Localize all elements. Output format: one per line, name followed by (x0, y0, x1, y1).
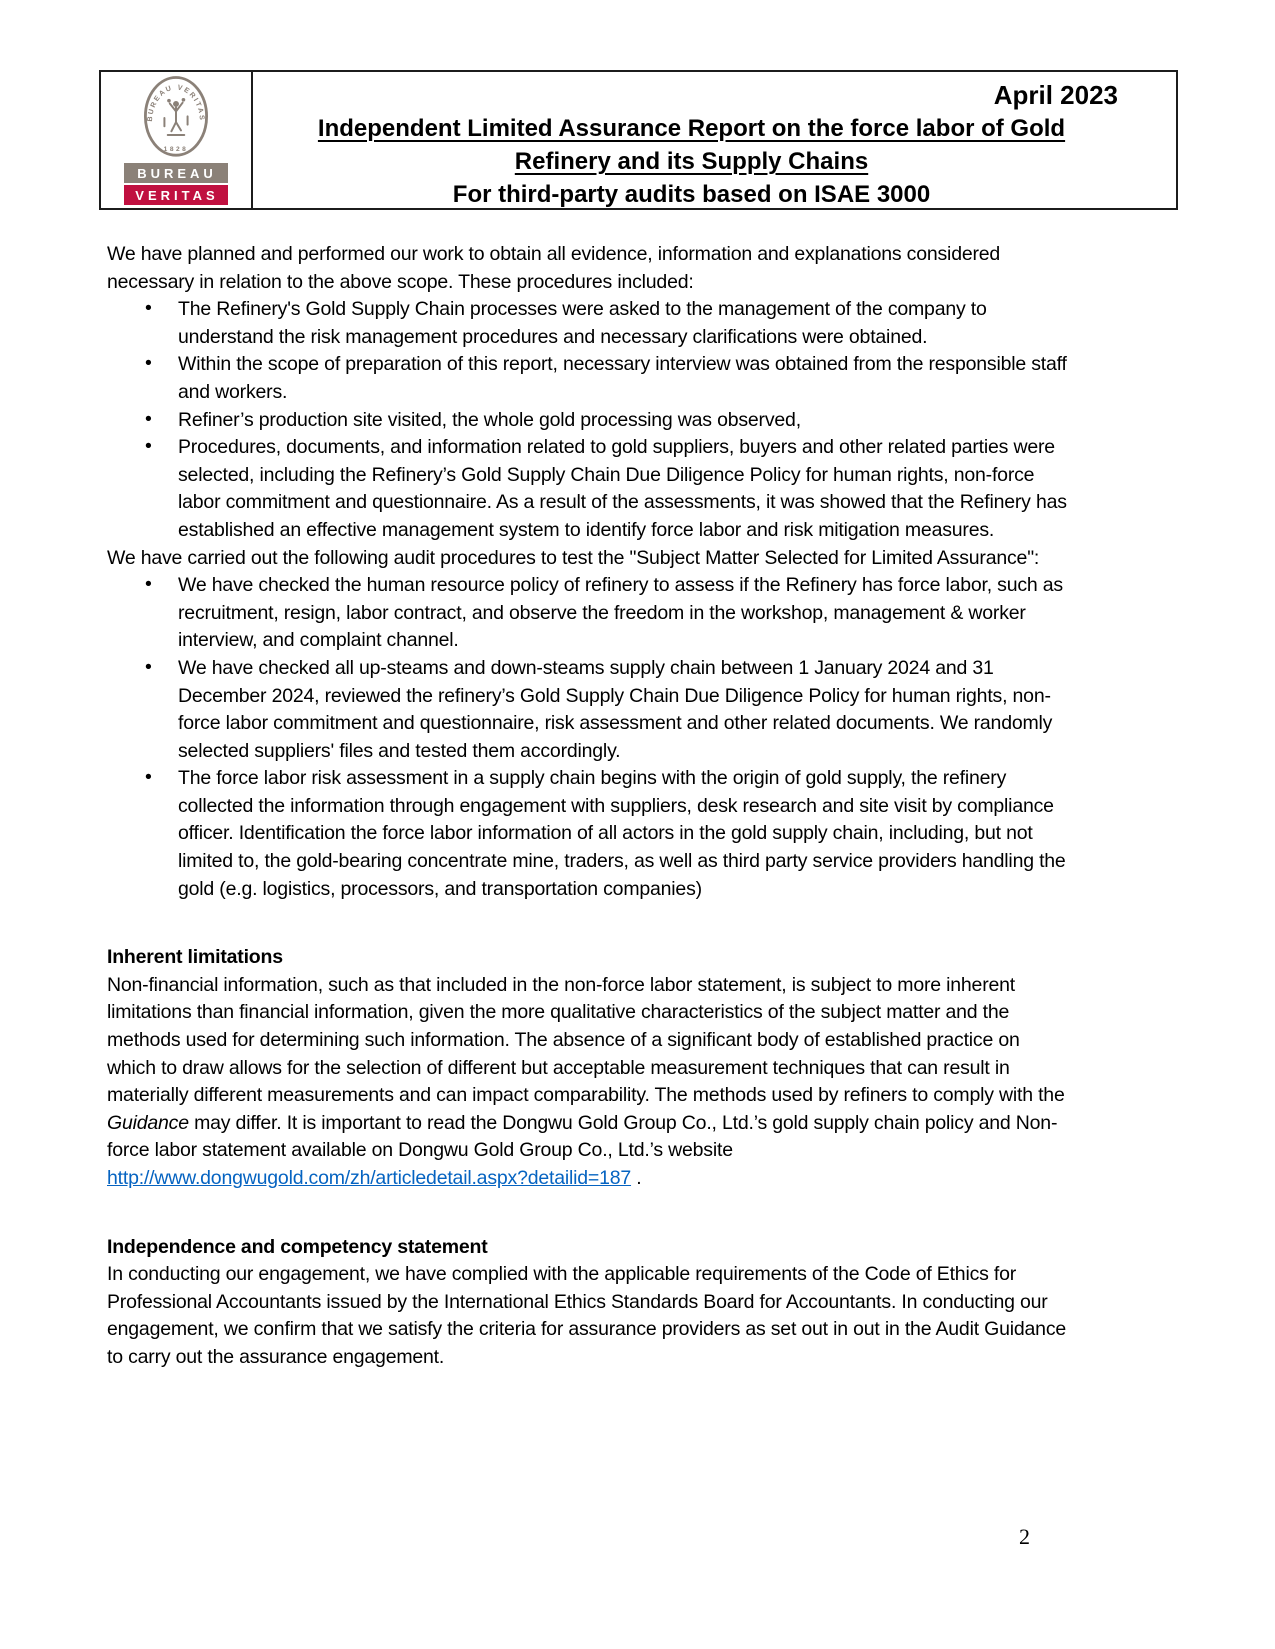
independence-heading: Independence and competency statement (107, 1235, 488, 1258)
list-item: • The Refinery's Gold Supply Chain processes were asked to the management of the company to understand the risk management procedures and necessary clarifications were obtained. (178, 296, 1073, 351)
document-body (107, 241, 1073, 1372)
bureau-veritas-emblem-icon (128, 75, 224, 161)
dongwugold-link[interactable]: http://www.dongwugold.com/zh/articledetail.aspx?detailid=187 (107, 1167, 632, 1189)
independence-paragraph: In conducting our engagement, we have complied with the applicable requirements of the Code of Ethics for Professional Accountants issued by the International Ethics Standards Board for Accountants. In conducting our engagement, we confirm that we satisfy the criteria for assurance providers as set out in out in the Audit Guidance to carry out the assurance engagement. (107, 1263, 1067, 1368)
list-item: • Procedures, documents, and information related to gold suppliers, buyers and other related parties were selected, including the Refinery’s Gold Supply Chain Due Diligence Policy for human rights, non-force labor commitment and questionnaire. As a result of the assessments, it was showed that the Refinery has established an effective management system to identify force labor and risk mitigation measures. (178, 434, 1073, 544)
report-header (99, 70, 1178, 210)
intro-paragraph: We have planned and performed our work to obtain all evidence, information and explanations considered necessary in relation to the above scope. These procedures included: (107, 243, 1001, 293)
list-item: • We have checked all up-steams and down-steams supply chain between 1 January 2024 and 31 December 2024, reviewed the refinery’s Gold Supply Chain Due Diligence Policy for human rights, non-force labor commitment and questionnaire, risk assessment and other related documents. We randomly selected suppliers' files and tested them accordingly. (178, 655, 1073, 765)
audit-procedures-list (107, 572, 1073, 903)
header-title-cell (253, 72, 1176, 208)
list-item: • Refiner’s production site visited, the whole gold processing was observed, (178, 407, 1073, 435)
inherent-text-1: Non-financial information, such as that included in the non-force labor statement, is subject to more inherent limitations than financial information, given the more qualitative characteristics of the subject matter and the methods used for determining such information. The absence of a significant body of established practice on which to draw allows for the selection of different but acceptable measurement techniques that can result in materially different measurements and can impact comparability. The methods used by refiners to comply with the (107, 973, 1065, 1107)
list-item: • Within the scope of preparation of this report, necessary interview was obtained from the responsible staff and workers. (178, 351, 1073, 406)
report-title (265, 112, 1118, 178)
report-date: April 2023 (993, 80, 1118, 110)
report-title-line2: Refinery and its Supply Chains (514, 148, 869, 175)
page-number: 2 (1019, 1524, 1030, 1549)
list-item: • We have checked the human resource policy of refinery to assess if the Refinery has force labor, such as recruitment, resign, labor contract, and observe the freedom in the workshop, management & worker interview, and complaint channel. (178, 572, 1073, 655)
procedures-list (107, 296, 1073, 544)
list-item: • The force labor risk assessment in a supply chain begins with the origin of gold supply, the refinery collected the information through engagement with suppliers, desk research and site visit by compliance officer. Identification the force labor information of all actors in the gold supply chain, including, but not limited to, the gold-bearing concentrate mine, traders, as well as third party service providers handling the gold (e.g. logistics, processors, and transportation companies) (178, 765, 1073, 903)
logo-veritas-label: VERITAS (124, 185, 228, 205)
inherent-limitations-heading: Inherent limitations (107, 946, 283, 969)
inherent-text-2: may differ. It is important to read the Dongwu Gold Group Co., Ltd.’s gold supply chain policy and Non-force labor statement available on Dongwu Gold Group Co., Ltd.’s website (107, 1111, 1058, 1162)
logo-bureau-label: BUREAU (124, 163, 228, 183)
guidance-italic: Guidance (107, 1111, 189, 1134)
svg-text:BUREAU VERITAS: BUREAU VERITAS (145, 83, 207, 122)
report-title-line1: Independent Limited Assurance Report on the force labor of Gold (317, 115, 1066, 142)
inherent-text-3: . (631, 1167, 642, 1189)
audit-procedures-paragraph: We have carried out the following audit procedures to test the "Subject Matter Selected for Limited Assurance": (107, 546, 1040, 569)
inherent-limitations-paragraph (107, 972, 1073, 1193)
report-subtitle: For third-party audits based on ISAE 3000 (452, 181, 931, 208)
bureau-veritas-logo (101, 72, 253, 208)
svg-text:1828: 1828 (163, 146, 189, 154)
